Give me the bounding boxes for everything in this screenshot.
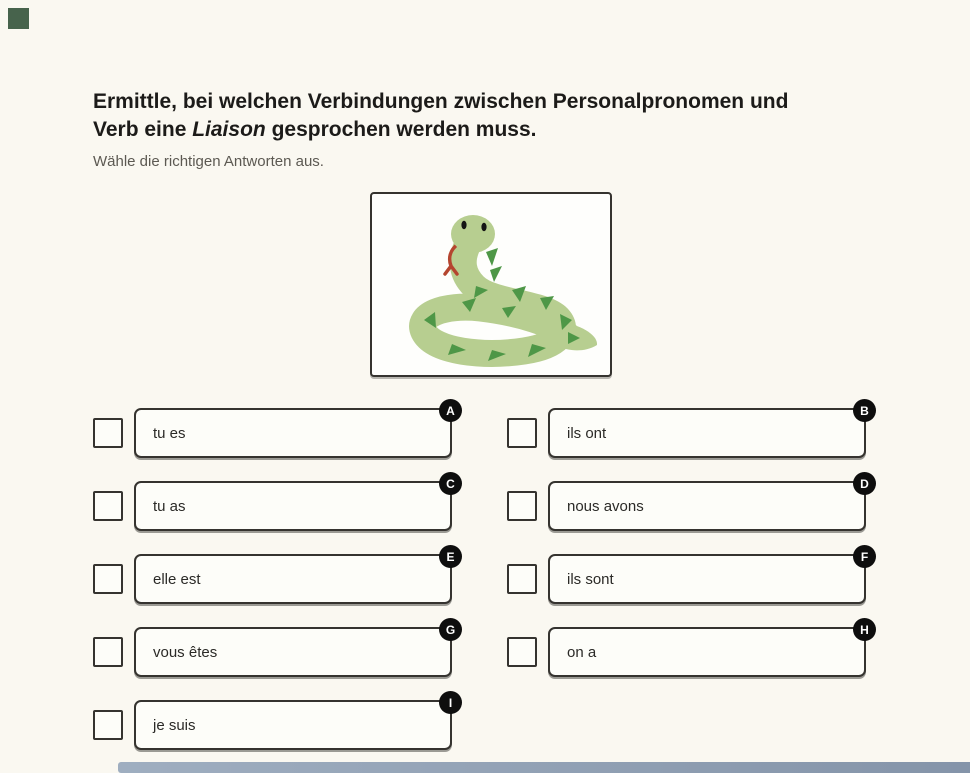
bottom-edge-bar bbox=[118, 762, 970, 773]
question-image-card bbox=[370, 192, 612, 377]
task-title-line1: Ermittle, bei welchen Verbindungen zwischen Personalpronomen und bbox=[93, 90, 789, 113]
answer-row bbox=[93, 549, 455, 604]
checkbox[interactable] bbox=[507, 564, 537, 594]
task-title-italic-term: Liaison bbox=[192, 118, 266, 141]
answer-row bbox=[507, 476, 869, 531]
answer-option[interactable] bbox=[548, 476, 869, 531]
checkbox[interactable] bbox=[507, 418, 537, 448]
answers-column-left bbox=[93, 403, 456, 773]
checkbox[interactable] bbox=[93, 637, 123, 667]
answer-row bbox=[507, 622, 869, 677]
answers-column-right bbox=[507, 403, 869, 700]
answer-option[interactable] bbox=[134, 695, 453, 750]
answer-row bbox=[93, 476, 455, 531]
option-badge: C bbox=[439, 472, 462, 495]
checkbox[interactable] bbox=[93, 491, 123, 521]
answer-label: tu as bbox=[153, 497, 186, 515]
checkbox[interactable] bbox=[507, 491, 537, 521]
option-badge: B bbox=[853, 399, 876, 422]
option-badge: G bbox=[439, 618, 462, 641]
answer-row bbox=[93, 403, 455, 458]
answer-option[interactable] bbox=[134, 403, 455, 458]
option-badge: A bbox=[439, 399, 462, 422]
answer-row bbox=[93, 622, 456, 677]
answer-row bbox=[507, 403, 869, 458]
answer-label: elle est bbox=[153, 570, 201, 588]
option-badge: E bbox=[439, 545, 462, 568]
answer-option[interactable] bbox=[548, 622, 869, 677]
answer-label: ils sont bbox=[567, 570, 614, 588]
answer-option[interactable] bbox=[548, 549, 869, 604]
task-title bbox=[93, 88, 883, 144]
answer-label: je suis bbox=[153, 716, 196, 734]
option-badge: D bbox=[853, 472, 876, 495]
option-badge: F bbox=[853, 545, 876, 568]
option-badge: H bbox=[853, 618, 876, 641]
answer-option[interactable] bbox=[134, 622, 456, 677]
answer-label: vous êtes bbox=[153, 643, 218, 661]
option-badge: I bbox=[439, 691, 462, 714]
answer-label: ils ont bbox=[567, 424, 607, 442]
answer-option[interactable] bbox=[134, 476, 455, 531]
corner-accent-square bbox=[8, 8, 29, 29]
answer-label: nous avons bbox=[567, 497, 644, 515]
task-title-line2: Verb eine Liaison gesprochen werden muss. bbox=[93, 118, 537, 141]
answer-row bbox=[507, 549, 869, 604]
task-instruction: Wähle die richtigen Antworten aus. bbox=[93, 153, 324, 170]
answer-row bbox=[93, 695, 453, 750]
answer-label: tu es bbox=[153, 424, 186, 442]
checkbox[interactable] bbox=[93, 710, 123, 740]
answer-option[interactable] bbox=[548, 403, 869, 458]
snake-illustration bbox=[372, 194, 610, 375]
checkbox[interactable] bbox=[93, 564, 123, 594]
checkbox[interactable] bbox=[93, 418, 123, 448]
checkbox[interactable] bbox=[507, 637, 537, 667]
answer-label: on a bbox=[567, 643, 597, 661]
answer-option[interactable] bbox=[134, 549, 455, 604]
